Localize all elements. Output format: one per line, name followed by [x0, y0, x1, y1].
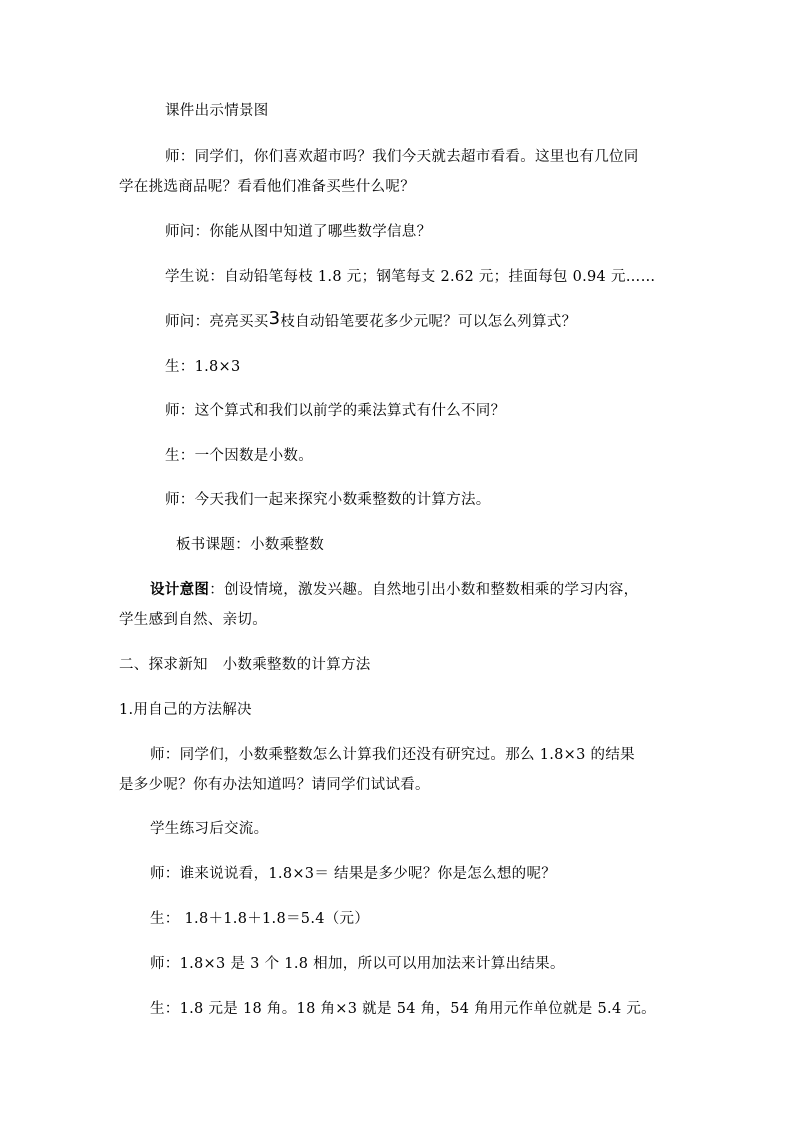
text-line: 生：1.8 元是 18 角。18 角×3 就是 54 角，54 角用元作单位就是 5.4 元。 [150, 1001, 656, 1017]
text-line [150, 580, 638, 600]
speaker-label: 师问： [165, 314, 210, 330]
text-segment: ：创设情境，激发兴趣。自然地引出小数和整数相乘的学习内容， [209, 582, 639, 598]
text-line: 学生感到自然、亲切。 [119, 612, 267, 628]
text-line: 是多少呢？你有办法知道吗？请同学们试试看。 [119, 777, 430, 793]
text-line: 学生练习后交流。 [150, 821, 269, 837]
text-line: 师：今天我们一起来探究小数乘整数的计算方法。 [165, 492, 491, 508]
text-line: 生： 1.8＋1.8＋1.8＝5.4（元） [150, 911, 370, 927]
text-line: 师：谁来说说看，1.8×3＝ 结果是多少呢？你是怎么想的呢？ [150, 866, 557, 882]
text-segment: 亮亮买买 [209, 314, 269, 330]
subsection-heading: 1.用自己的方法解决 [119, 702, 252, 718]
text-line: 师：同学们，小数乘整数怎么计算我们还没有研究过。那么 1.8×3 的结果 [150, 747, 635, 763]
text-line: 师：同学们，你们喜欢超市吗？我们今天就去超市看看。这里也有几位同 [165, 149, 639, 165]
number-3: 3 [268, 308, 281, 329]
design-intent-label: 设计意图 [150, 581, 210, 598]
text-line: 师问：你能从图中知道了哪些数学信息？ [165, 224, 432, 240]
text-line: 生：一个因数是小数。 [165, 448, 313, 464]
section-heading: 二、探求新知 小数乘整数的计算方法 [119, 657, 371, 673]
text-line: 学在挑选商品呢？看看他们准备买些什么呢？ [119, 179, 415, 195]
text-line: 课件出示情景图 [165, 103, 269, 119]
text-line: 师：1.8×3 是 3 个 1.8 相加，所以可以用加法来计算出结果。 [150, 956, 565, 972]
text-line: 板书课题：小数乘整数 [176, 537, 324, 553]
text-segment: 枝自动铅笔要花多少元呢？可以怎么列算式？ [280, 314, 577, 330]
text-line [165, 308, 577, 332]
text-line: 师：这个算式和我们以前学的乘法算式有什么不同？ [165, 403, 506, 419]
text-line: 学生说：自动铅笔每枝 1.8 元；钢笔每支 2.62 元；挂面每包 0.94 元…… [165, 269, 656, 285]
text-line: 生：1.8×3 [165, 359, 241, 375]
